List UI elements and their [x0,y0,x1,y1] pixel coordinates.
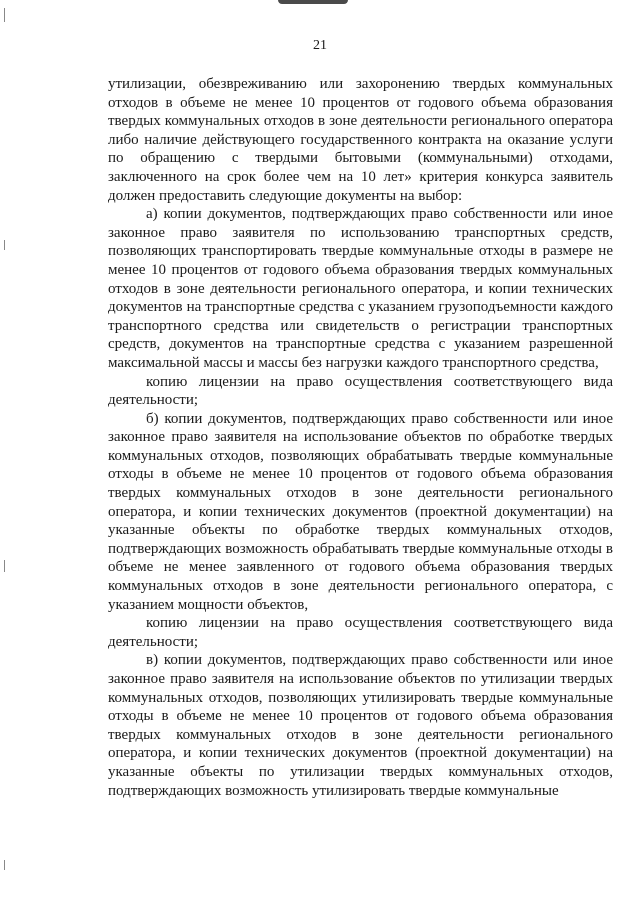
paragraph-item-c: в) копии документов, подтверждающих право собственности или иное законное право заявителя на использование объектов по утилизации твердых коммунальных отходов, позволяющих утилизировать твердые коммунальные отходы в объеме не менее 10 процентов от годового объема образования твердых коммунальных отходов в зоне деятельности регионального оператора, и копии технических документов (проектной документации) на указанные объекты по утилизации твердых коммунальных отходов, подтверждающих возможность утилизировать твердые коммунальные [108,652,613,799]
scan-artifact [278,0,348,4]
paragraph-item-b: б) копии документов, подтверждающих право собственности или иное законное право заявителя на использование объектов по обработке твердых коммунальных отходов, позволяющих обрабатывать твердые коммунальные отходы в объеме не менее 10 процентов от годового объема образования твердых коммунальных отходов в зоне деятельности регионального оператора, и копии технических документов (проектной документации) на указанные объекты по обработке твердых коммунальных отходов, подтверждающих возможность обрабатывать твердые коммунальные отходы в объеме не менее заявленного от годового объема образования твердых коммунальных отходов в зоне деятельности регионального оператора, с указанием мощности объектов, [108,410,613,613]
paragraph-license-a: копию лицензии на право осуществления соответствующего вида деятельности; [108,373,613,409]
margin-mark [4,860,5,870]
margin-mark [4,560,5,572]
paragraph-item-a: а) копии документов, подтверждающих право собственности или иное законное право заявителя по использованию транспортных средств, позволяющих транспортировать твердые коммунальные отходы в размере не менее 10 процентов от годового объема образования твердых коммунальных отходов в зоне деятельности регионального оператора, и копии технических документов на транспортные средства с указанием грузоподъемности каждого транспортного средства или свидетельств о регистрации транспортных средств, документов на транспортные средства с указанием разрешенной максимальной массы и массы без нагрузки каждого транспортного средства, [108,206,613,371]
page-number: 21 [313,38,327,53]
paragraph-license-b: копию лицензии на право осуществления соответствующего вида деятельности; [108,615,613,650]
paragraph-continuation: утилизации, обезвреживанию или захоронению твердых коммунальных отходов в объеме не менее 10 процентов от годового объема образования твердых коммунальных отходов в зоне деятельности регионального оператора либо наличие действующего государственного контракта на оказание услуги по обращению с твердыми бытовыми (коммунальными) отходами, заключенного на срок более чем на 10 лет» критерия конкурса заявитель должен предоставить следующие документы на выбор: [108,76,613,204]
document-body [108,75,613,800]
margin-mark [4,240,5,250]
margin-mark [4,8,5,22]
